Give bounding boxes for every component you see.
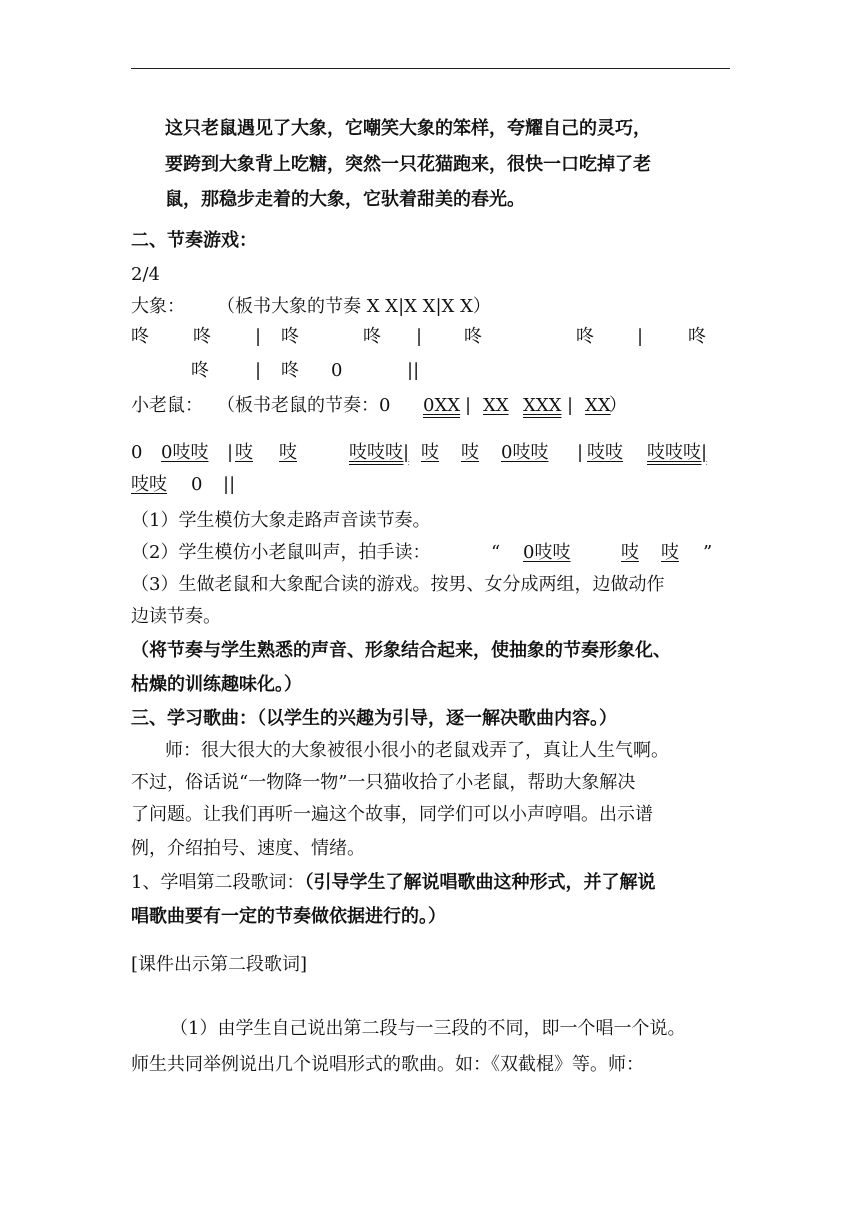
step-3-line-2: 边读节奏。 [131, 606, 221, 627]
note-close: ） [609, 395, 627, 416]
beat: 咚 [131, 326, 149, 347]
item1-line-1 [131, 872, 655, 894]
beat: 吱吱 [587, 442, 623, 463]
elephant-line [131, 296, 491, 318]
beat: 吱 [461, 442, 479, 463]
beat: 咚 [576, 326, 594, 347]
final-barline: || [407, 360, 420, 381]
open-quote: “ [491, 542, 501, 563]
beat: 咚 [281, 360, 299, 381]
beat: 吱 [279, 442, 297, 463]
rhythm-group: XXX [523, 395, 562, 416]
section3-heading: 三、学习歌曲：（以学生的兴趣为引导，逐一解决歌曲内容。） [131, 708, 617, 729]
beat: 吱 [661, 542, 679, 563]
beat: 吱吱吱| [349, 442, 410, 463]
close-quote: ” [703, 542, 713, 563]
beat: 0吱吱 [523, 542, 571, 563]
beat: 咚 [363, 326, 381, 347]
beat: 咚 [191, 360, 209, 381]
rest: 0 [191, 474, 203, 495]
story-line-3: 鼠，那稳步走着的大象，它驮着甜美的春光。 [165, 189, 525, 210]
teacher-line-2: 不过，俗话说“一物降一物”一只猫收拾了小老鼠，帮助大象解决 [131, 772, 636, 793]
story-line-2: 要跨到大象背上吃糖，突然一只花猫跑来，很快一口吃掉了老 [165, 154, 651, 175]
section2-heading: 二、节奏游戏： [131, 230, 257, 251]
header-rule [131, 68, 730, 69]
elephant-note: （板书大象的节奏 X X|X X|X X） [217, 296, 491, 317]
beat: 吱 [421, 442, 439, 463]
barline: | [637, 326, 644, 347]
final-line-2: 师生共同举例说出几个说唱形式的歌曲。如：《双截棍》等。师： [131, 1054, 644, 1075]
barline: | [416, 326, 423, 347]
barline: | [255, 326, 262, 347]
beat: 吱吱 [131, 474, 167, 495]
step-3-line-1: （3）生做老鼠和大象配合读的游戏。按男、女分成两组，边做动作 [131, 574, 665, 595]
mouse-rhythm-row-1 [131, 442, 730, 466]
item1-line-2: 唱歌曲要有一定的节奏做依据进行的。） [131, 906, 446, 927]
elephant-rhythm-row-1 [131, 326, 730, 348]
item1-bold: （引导学生了解说唱歌曲这种形式，并了解说 [304, 872, 656, 893]
courseware-note: [课件出示第二段歌词] [131, 954, 308, 975]
elephant-rhythm-row-2 [131, 360, 730, 382]
barline: | [567, 395, 574, 416]
step-2 [131, 542, 730, 566]
beat: 吱吱吱| [647, 442, 708, 463]
barline: | [465, 395, 472, 416]
mouse-label: 小老鼠： [131, 395, 203, 416]
note-line-1: （将节奏与学生熟悉的声音、形象结合起来，使抽象的节奏形象化、 [131, 640, 671, 661]
rhythm-group: XX [585, 395, 611, 416]
teacher-line-4: 例，介绍拍号、速度、情绪。 [131, 838, 365, 859]
beat: 咚 [281, 326, 299, 347]
beat: 吱 [235, 442, 253, 463]
note-line-2: 枯燥的训练趣味化。） [131, 674, 302, 695]
beat: 咚 [193, 326, 211, 347]
beat: 咚 [464, 326, 482, 347]
mouse-rhythm-row-2 [131, 474, 730, 498]
barline: | [577, 442, 584, 463]
beat: 咚 [688, 326, 706, 347]
barline: | [255, 360, 262, 381]
step-2-text: （2）学生模仿小老鼠叫声，拍手读： [131, 542, 431, 563]
final-barline: || [223, 474, 236, 495]
beat: 吱 [621, 542, 639, 563]
rest: 0 [131, 442, 143, 463]
item1-prefix: 1、学唱第二段歌词： [131, 872, 305, 893]
story-line-1: 这只老鼠遇见了大象，它嘲笑大象的笨样，夸耀自己的灵巧， [165, 118, 651, 139]
rhythm-group: XX [483, 395, 509, 416]
beat: 0吱吱 [501, 442, 549, 463]
elephant-label: 大象： [131, 296, 185, 317]
barline: | [227, 442, 234, 463]
meter: 2/4 [131, 264, 160, 285]
teacher-line-1: 师：很大很大的大象被很小很小的老鼠戏弄了，真让人生气啊。 [165, 740, 669, 761]
beat: 0吱吱 [161, 442, 209, 463]
final-line-1: （1）由学生自己说出第二段与一三段的不同，即一个唱一个说。 [170, 1018, 686, 1039]
rhythm-group: 0XX [423, 395, 461, 416]
step-1: （1）学生模仿大象走路声音读节奏。 [131, 510, 431, 531]
mouse-line [131, 395, 730, 419]
rest: 0 [331, 360, 343, 381]
mouse-note-prefix: （板书老鼠的节奏：0 [217, 395, 391, 416]
teacher-line-3: 了问题。让我们再听一遍这个故事，同学们可以小声哼唱。出示谱 [131, 804, 653, 825]
